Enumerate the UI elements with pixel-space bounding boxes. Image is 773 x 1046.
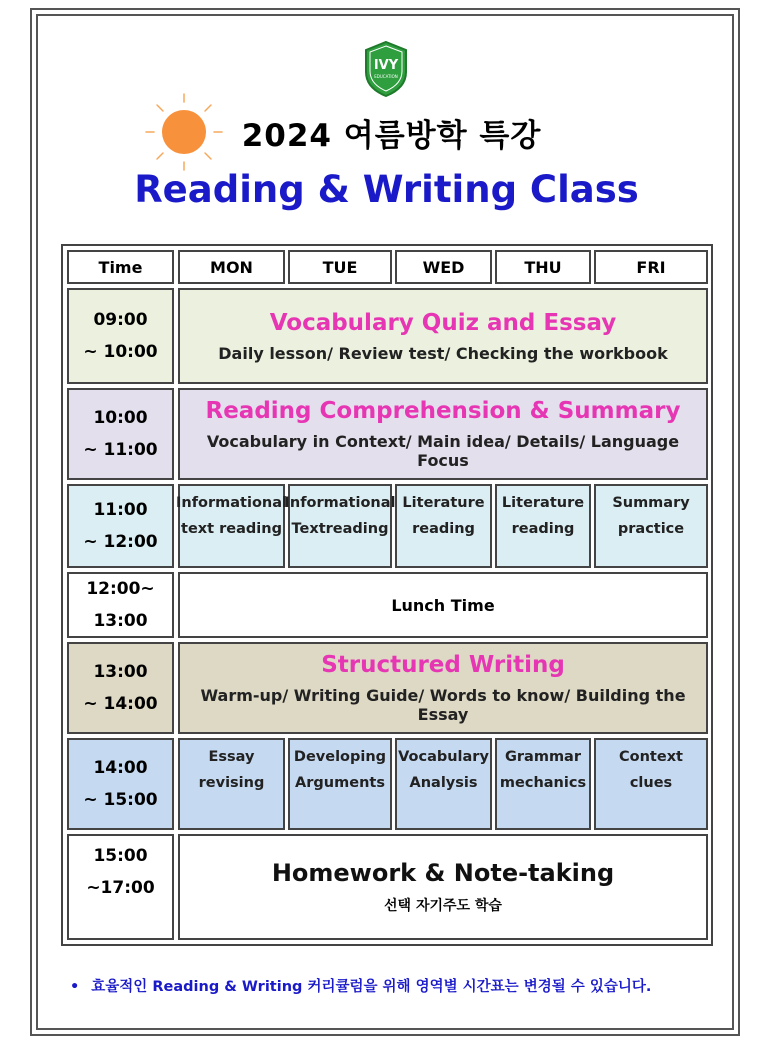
logo-text: IVY xyxy=(373,58,399,73)
title-english: Reading & Writing Class xyxy=(134,168,639,211)
time-cell-3: 11:00 ~ 12:00 xyxy=(67,484,174,568)
time-cell-1: 09:00 ~ 10:00 xyxy=(67,288,174,384)
mon-14-cell: Essay revising xyxy=(178,738,285,830)
mon-11-cell: Informational text reading xyxy=(178,484,285,568)
logo-subtext: EDUCATION xyxy=(374,74,398,79)
header-fri: FRI xyxy=(594,250,708,284)
header-tue: TUE xyxy=(288,250,392,284)
time-cell-7: 15:00 ~17:00 xyxy=(67,834,174,940)
header-time: Time xyxy=(67,250,174,284)
tue-14-cell: Developing Arguments xyxy=(288,738,392,830)
fri-14-cell: Context clues xyxy=(594,738,708,830)
vocabulary-quiz-block xyxy=(178,288,708,384)
time-cell-5: 13:00 ~ 14:00 xyxy=(67,642,174,734)
header-wed: WED xyxy=(395,250,492,284)
time-cell-2: 10:00 ~ 11:00 xyxy=(67,388,174,480)
block-title: Homework & Note-taking xyxy=(271,859,615,887)
title-korean: 2024 여름방학 특강 xyxy=(241,118,542,154)
bullet-icon: • xyxy=(70,979,80,995)
block-subtitle: 선택 자기주도 학습 xyxy=(384,898,502,914)
block-subtitle: Daily lesson/ Review test/ Checking the workbook xyxy=(218,343,668,363)
block-subtitle: Warm-up/ Writing Guide/ Words to know/ Building the Essay xyxy=(200,686,686,724)
fri-11-cell: Summary practice xyxy=(594,484,708,568)
thu-14-cell: Grammar mechanics xyxy=(495,738,591,830)
wed-11-cell: Literature reading xyxy=(395,484,492,568)
block-title: Reading Comprehension & Summary xyxy=(205,398,681,424)
shield-logo-icon xyxy=(362,40,410,98)
thu-11-cell: Literature reading xyxy=(495,484,591,568)
block-subtitle: Vocabulary in Context/ Main idea/ Details/ Language Focus xyxy=(206,432,680,470)
time-cell-6: 14:00 ~ 15:00 xyxy=(67,738,174,830)
block-title: Structured Writing xyxy=(321,652,565,678)
footer-note: • 효율적인 Reading & Writing 커리큘럼을 위해 영역별 시간표는 변경될 수 있습니다. xyxy=(70,979,652,995)
header-thu: THU xyxy=(495,250,591,284)
block-title: Vocabulary Quiz and Essay xyxy=(269,309,617,336)
homework-block xyxy=(178,834,708,940)
wed-14-cell: Vocabulary Analysis xyxy=(395,738,492,830)
time-cell-4: 12:00~ 13:00 xyxy=(67,572,174,638)
lunch-time-cell: Lunch Time xyxy=(178,572,708,638)
reading-comprehension-block xyxy=(178,388,708,480)
tue-11-cell: Informational Textreading xyxy=(288,484,392,568)
structured-writing-block xyxy=(178,642,708,734)
header-mon: MON xyxy=(178,250,285,284)
